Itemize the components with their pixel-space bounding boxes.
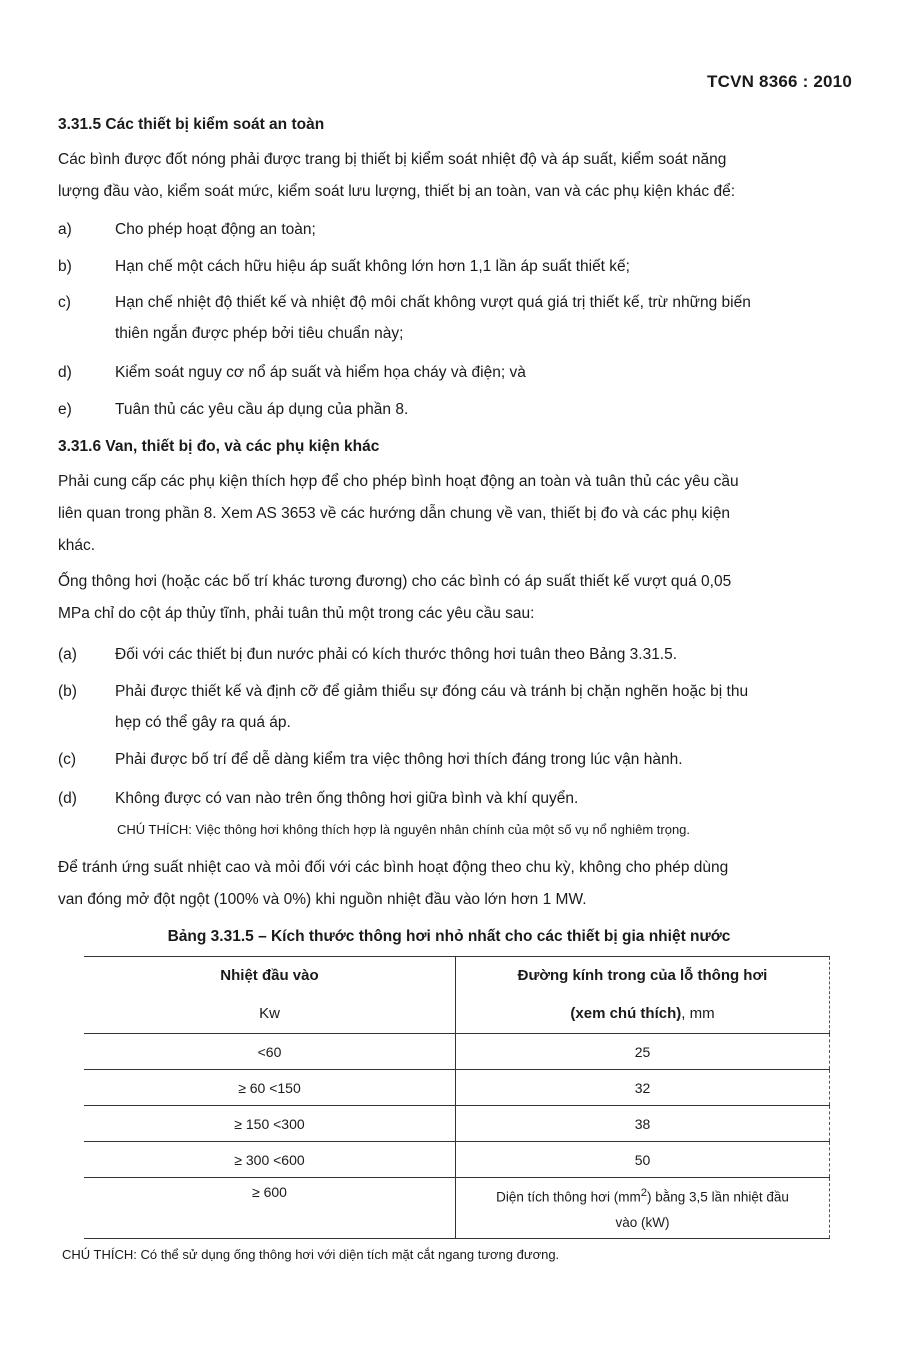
list-item-text bbox=[115, 676, 855, 738]
table-caption: Bảng 3.31.5 – Kích thước thông hơi nhỏ nhất cho các thiết bị gia nhiệt nước bbox=[167, 928, 731, 945]
table-cell-diameter: 38 bbox=[455, 1106, 829, 1142]
intro-line: lượng đầu vào, kiểm soát mức, kiểm soát lưu lượng, thiết bị an toàn, van và các phụ kiện khác để: bbox=[58, 183, 736, 200]
section-3316-para3 bbox=[58, 852, 858, 916]
list-item-text: Hạn chế một cách hữu hiệu áp suất không lớn hơn 1,1 lần áp suất thiết kế; bbox=[115, 258, 630, 275]
list-item-label: (b) bbox=[58, 683, 77, 700]
list-item-label: d) bbox=[58, 364, 72, 381]
table-cell-input: ≥ 150 <300 bbox=[84, 1106, 455, 1142]
list-item-text: Kiểm soát nguy cơ nổ áp suất và hiểm họa cháy và điện; và bbox=[115, 364, 526, 381]
table-cell-input: ≥ 60 <150 bbox=[84, 1070, 455, 1106]
list-item-label: (c) bbox=[58, 751, 77, 768]
table-header-row bbox=[84, 957, 830, 1034]
list-item-label: e) bbox=[58, 401, 72, 418]
para-line: van đóng mở đột ngột (100% và 0%) khi nguồn nhiệt đầu vào lớn hơn 1 MW. bbox=[58, 891, 587, 908]
list-item-text: Tuân thủ các yêu cầu áp dụng của phần 8. bbox=[115, 401, 409, 418]
list-item-line: hẹp có thể gây ra quá áp. bbox=[115, 714, 291, 731]
section-title-3315: 3.31.5 Các thiết bị kiểm soát an toàn bbox=[58, 116, 325, 133]
table-note: CHÚ THÍCH: Có thể sử dụng ống thông hơi với diện tích mặt cắt ngang tương đương. bbox=[62, 1247, 560, 1262]
list-item-label: (a) bbox=[58, 646, 77, 663]
table-cell-diameter: 50 bbox=[455, 1142, 829, 1178]
table-row bbox=[84, 1034, 830, 1070]
list-item-label: b) bbox=[58, 258, 72, 275]
table-row bbox=[84, 1142, 830, 1178]
vent-area-text: ) bằng 3,5 lần nhiệt đầu bbox=[647, 1189, 789, 1205]
list-item-text: Cho phép hoạt động an toàn; bbox=[115, 221, 316, 238]
list-item-text: Phải được bố trí để dễ dàng kiểm tra việc thông hơi thích đáng trong lúc vận hành. bbox=[115, 751, 683, 768]
para-line: Ống thông hơi (hoặc các bố trí khác tương đương) cho các bình có áp suất thiết kế vượt quá 0,05 bbox=[58, 573, 732, 590]
header-see-note: (xem chú thích) bbox=[570, 1005, 682, 1022]
header-diameter: Đường kính trong của lỗ thông hơi bbox=[517, 967, 768, 984]
list-item-label: a) bbox=[58, 221, 72, 238]
vent-area-line bbox=[456, 1180, 829, 1211]
list-item-line: Phải được thiết kế và định cỡ để giảm thiểu sự đóng cáu và tránh bị chặn nghẽn hoặc bị thu bbox=[115, 683, 749, 700]
table-cell-input: ≥ 300 <600 bbox=[84, 1142, 455, 1178]
section-title-3316: 3.31.6 Van, thiết bị đo, và các phụ kiện khác bbox=[58, 438, 380, 455]
table-cell-input: ≥ 600 bbox=[84, 1178, 455, 1239]
table-row bbox=[84, 1106, 830, 1142]
para-line: Phải cung cấp các phụ kiện thích hợp để cho phép bình hoạt động an toàn và tuân thủ các yêu cầu bbox=[58, 473, 739, 490]
header-heat-unit: Kw bbox=[259, 1005, 280, 1022]
table-cell-diameter: 25 bbox=[455, 1034, 829, 1070]
list-item-text bbox=[115, 287, 855, 349]
list-item-text: Không được có van nào trên ống thông hơi giữa bình và khí quyển. bbox=[115, 790, 579, 807]
list-item-label: c) bbox=[58, 294, 71, 311]
note: CHÚ THÍCH: Việc thông hơi không thích hợp là nguyên nhân chính của một số vụ nổ nghiêm trọng. bbox=[117, 822, 691, 837]
vent-area-text: Diện tích thông hơi (mm bbox=[496, 1189, 641, 1205]
para-line: khác. bbox=[58, 537, 96, 554]
vent-area-sup: 2 bbox=[640, 1186, 648, 1199]
vent-size-table bbox=[84, 956, 830, 1239]
para-line: MPa chỉ do cột áp thủy tĩnh, phải tuân thủ một trong các yêu cầu sau: bbox=[58, 605, 535, 622]
vent-area-line: vào (kW) bbox=[615, 1215, 670, 1231]
list-item-text: Đối với các thiết bị đun nước phải có kích thước thông hơi tuân theo Bảng 3.31.5. bbox=[115, 646, 678, 663]
para-line: Để tránh ứng suất nhiệt cao và mỏi đối với các bình hoạt động theo chu kỳ, không cho phép dùng bbox=[58, 859, 729, 876]
list-item-label: (d) bbox=[58, 790, 77, 807]
section-3316-para2 bbox=[58, 566, 858, 630]
header-diameter-note bbox=[456, 995, 829, 1033]
section-3316-para1 bbox=[58, 466, 858, 562]
table-cell-diameter: 32 bbox=[455, 1070, 829, 1106]
standard-code: TCVN 8366 : 2010 bbox=[707, 72, 852, 91]
header-diameter-unit: , mm bbox=[681, 1005, 715, 1022]
table-header-cell bbox=[84, 957, 455, 1034]
intro-line: Các bình được đốt nóng phải được trang bị thiết bị kiểm soát nhiệt độ và áp suất, kiểm soát năng bbox=[58, 151, 727, 168]
table-row bbox=[84, 1178, 830, 1239]
table-cell-input: <60 bbox=[84, 1034, 455, 1070]
section-3315-intro bbox=[58, 144, 858, 208]
list-item-line: thiên ngắn được phép bởi tiêu chuẩn này; bbox=[115, 325, 404, 342]
table-header-cell bbox=[455, 957, 829, 1034]
table-row bbox=[84, 1070, 830, 1106]
header-heat-input: Nhiệt đầu vào bbox=[220, 967, 319, 984]
table-cell-diameter bbox=[455, 1178, 829, 1239]
list-item-line: Hạn chế nhiệt độ thiết kế và nhiệt độ môi chất không vượt quá giá trị thiết kế, trừ những biến bbox=[115, 294, 751, 311]
para-line: liên quan trong phần 8. Xem AS 3653 về các hướng dẫn chung về van, thiết bị đo và các phụ kiện bbox=[58, 505, 730, 522]
